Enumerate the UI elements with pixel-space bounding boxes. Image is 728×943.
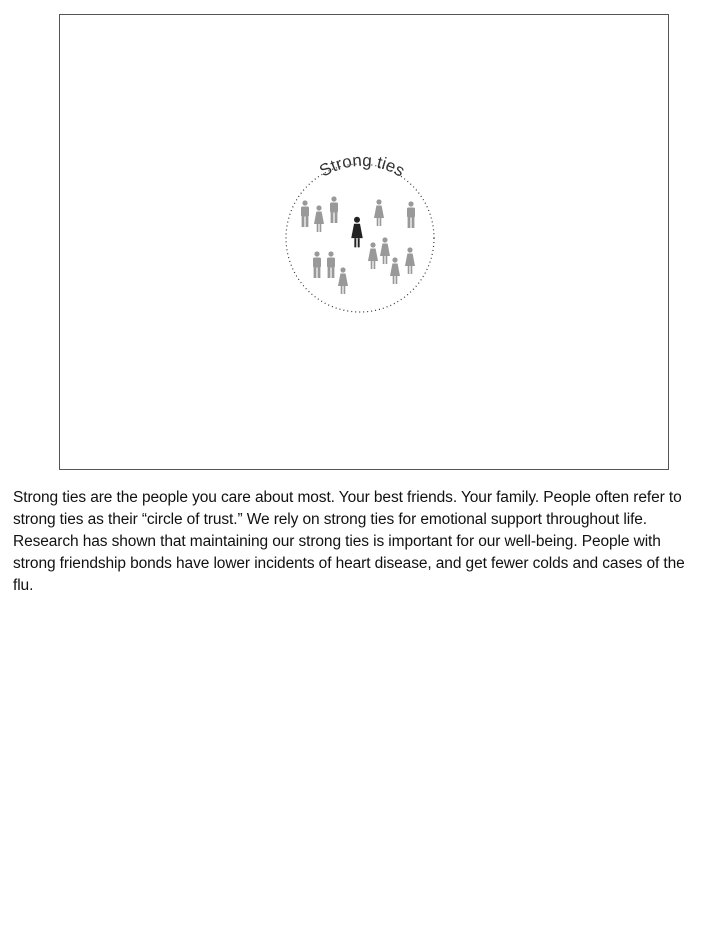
woman-icon	[380, 237, 390, 264]
speaker-notes: Strong ties are the people you care about most. Your best friends. Your family. People often refer to strong ties as their “circle of trust.” We rely on strong ties for emotional support throughout life. Research has shown that maintaining our strong ties is important for our well-being. People with strong friendship bonds have lower incidents of heart disease, and get fewer colds and cases of the flu.	[13, 489, 685, 594]
woman-icon	[338, 267, 348, 294]
woman-icon	[390, 257, 400, 284]
man-icon	[407, 201, 415, 228]
circle-label: Strong ties	[316, 150, 408, 181]
man-icon	[327, 251, 335, 278]
man-icon	[301, 200, 309, 227]
woman-icon	[374, 199, 384, 226]
man-icon	[330, 196, 338, 223]
woman-icon	[405, 247, 415, 274]
man-icon	[313, 251, 321, 278]
strong-ties-diagram	[60, 15, 668, 469]
woman-icon	[314, 205, 324, 232]
slide-frame	[59, 14, 669, 470]
self-woman-icon	[351, 217, 363, 248]
woman-icon	[368, 242, 378, 269]
